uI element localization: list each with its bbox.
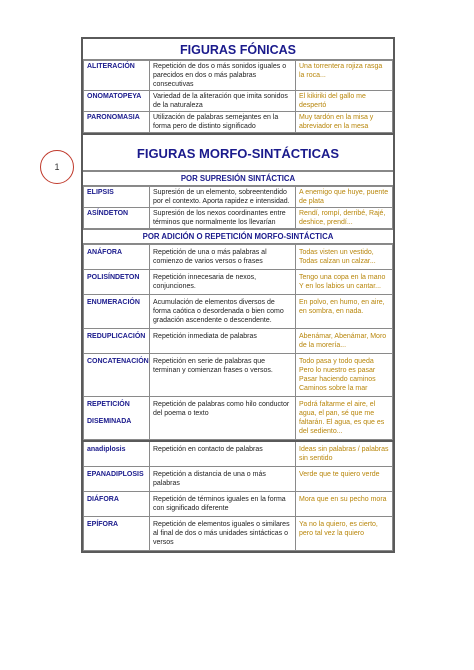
definition-cell: Supresión de un elemento, sobreentendido por el contexto. Aporta rapidez e intensidad. [150,187,296,208]
definition-cell: Repetición de elementos iguales o similares al final de dos o más unidades sintácticas o versos [150,517,296,551]
table-row [84,208,393,229]
example-cell: Muy tardón en la misa y abreviador en la mesa [296,112,393,133]
definition-cell: Repetición innecesaria de nexos, conjunciones. [150,270,296,295]
table-row [84,467,393,492]
term-line-1: REPETICIÓN [87,401,130,408]
definition-cell: Repetición de términos iguales en la forma con significado diferente [150,492,296,517]
example-cell: A enemigo que huye, puente de plata [296,187,393,208]
example-cell: Podrá faltarme el aire, el agua, el pan, sé que me faltarán. El agua, es que es del sediento... [296,397,393,440]
term-cell: ENUMERACIÓN [84,295,150,329]
figures-document [81,37,395,553]
definition-cell: Utilización de palabras semejantes en la forma pero de distinto significado [150,112,296,133]
term-cell: EPÍFORA [84,517,150,551]
table-row [84,270,393,295]
table-row [84,112,393,133]
example-cell: Ya no la quiero, es cierto, pero tal vez la quiero [296,517,393,551]
table-row [84,517,393,551]
term-cell: ELIPSIS [84,187,150,208]
fonicas-table [83,60,393,133]
term-cell: POLISÍNDETON [84,270,150,295]
adicion-table [83,244,393,440]
term-cell: DIÁFORA [84,492,150,517]
example-cell: Ideas sin palabras / palabras sin sentido [296,441,393,467]
term-cell: REDUPLICACIÓN [84,329,150,354]
definition-cell: Repetición a distancia de una o más palabras [150,467,296,492]
table-row [84,397,393,440]
table-row [84,187,393,208]
extra-figures-table [83,440,393,551]
term-cell: ANÁFORA [84,245,150,270]
term-line-2: DISEMINADA [87,418,132,425]
term-cell [84,397,150,440]
table-row [84,61,393,91]
definition-cell: Acumulación de elementos diversos de forma caótica o desordenada o bien como gradación ascendente o descendente. [150,295,296,329]
page-number-marker [40,150,74,184]
table-row [84,441,393,467]
adicion-subtitle: POR ADICIÓN O REPETICIÓN MORFO-SINTÁCTICA [83,229,393,244]
term-cell: ALITERACIÓN [84,61,150,91]
term-cell: CONCATENACIÓN [84,354,150,397]
table-row [84,245,393,270]
example-cell: Una torrentera rojiza rasga la roca... [296,61,393,91]
fonicas-title: FIGURAS FÓNICAS [83,39,393,60]
example-cell: Todo pasa y todo queda Pero lo nuestro es pasar Pasar haciendo caminos Caminos sobre la mar [296,354,393,397]
example-cell: Tengo una copa en la mano Y en los labios un cantar... [296,270,393,295]
table-row [84,492,393,517]
definition-cell: Supresión de los nexos coordinantes entre términos que normalmente los llevarían [150,208,296,229]
term-cell: anadiplosis [84,441,150,467]
definition-cell: Repetición de dos o más sonidos iguales o parecidos en dos o más palabras consecutivas [150,61,296,91]
term-cell: ASÍNDETON [84,208,150,229]
example-cell: El kikiriki del gallo me despertó [296,91,393,112]
example-cell: Mora que en su pecho mora [296,492,393,517]
table-row [84,91,393,112]
example-cell: Abenámar, Abenámar, Moro de la morería... [296,329,393,354]
table-row [84,295,393,329]
page-number: 1 [54,162,60,172]
example-cell: Todas visten un vestido, Todas calzan un calzar... [296,245,393,270]
definition-cell: Repetición en contacto de palabras [150,441,296,467]
definition-cell: Repetición inmediata de palabras [150,329,296,354]
supresion-table [83,186,393,229]
term-spacer [87,409,146,417]
supresion-subtitle: POR SUPRESIÓN SINTÁCTICA [83,171,393,186]
example-cell: Rendí, rompí, derribé, Rajé, deshice, prendí... [296,208,393,229]
definition-cell: Variedad de la aliteración que imita sonidos de la naturaleza [150,91,296,112]
definition-cell: Repetición en serie de palabras que terminan y comienzan frases o versos. [150,354,296,397]
term-cell: EPANADIPLOSIS [84,467,150,492]
table-row [84,354,393,397]
example-cell: En polvo, en humo, en aire, en sombra, en nada. [296,295,393,329]
table-row [84,329,393,354]
term-cell: PARONOMASIA [84,112,150,133]
definition-cell: Repetición de palabras como hilo conductor del poema o texto [150,397,296,440]
example-cell: Verde que te quiero verde [296,467,393,492]
term-cell: ONOMATOPEYA [84,91,150,112]
morfo-title: FIGURAS MORFO-SINTÁCTICAS [83,133,393,171]
definition-cell: Repetición de una o más palabras al comienzo de varios versos o frases [150,245,296,270]
